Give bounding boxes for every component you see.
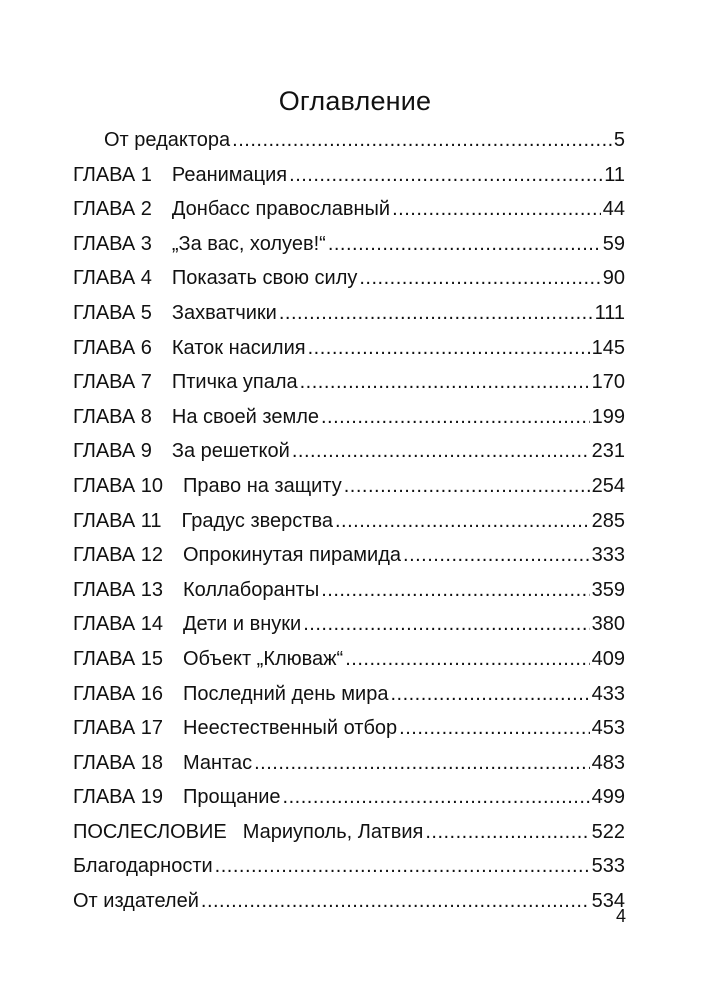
entry-page: 44: [602, 198, 625, 221]
dot-leader: [254, 746, 590, 781]
dot-leader: [279, 296, 593, 331]
toc-entry-acknowledgements[interactable]: [73, 849, 625, 884]
entry-page: 5: [613, 129, 625, 151]
entry-title: От редактора: [104, 129, 231, 151]
toc-entry-chapter-5[interactable]: [73, 296, 625, 331]
entry-title: Дети и внуки: [183, 613, 302, 636]
entry-label: ГЛАВА 19: [73, 786, 163, 809]
entry-label: ГЛАВА 17: [73, 717, 163, 740]
entry-title: За решеткой: [171, 440, 290, 463]
entry-page: 199: [591, 405, 625, 428]
entry-label: ГЛАВА 10: [73, 474, 163, 497]
toc-entry-editor[interactable]: [73, 123, 625, 158]
entry-title: Градус зверства: [181, 509, 333, 532]
entry-page: 533: [591, 855, 625, 878]
entry-label: ПОСЛЕСЛОВИЕ: [73, 820, 227, 843]
entry-title: Мантас: [183, 751, 253, 774]
entry-page: 433: [591, 682, 625, 705]
dot-leader: [390, 677, 589, 712]
toc-entry-chapter-3[interactable]: [73, 227, 625, 262]
entry-label: ГЛАВА 1: [73, 163, 152, 186]
toc-entry-chapter-2[interactable]: [73, 192, 625, 227]
toc-entry-chapter-19[interactable]: [73, 780, 625, 815]
entry-page: 499: [591, 786, 625, 809]
entry-title: Птичка упала: [171, 371, 298, 394]
entry-title: Мариуполь, Латвия: [242, 820, 424, 843]
entry-page: 534: [591, 890, 625, 913]
entry-label: ГЛАВА 18: [73, 751, 163, 774]
toc-entry-chapter-17[interactable]: [73, 711, 625, 746]
toc-entry-chapter-14[interactable]: [73, 607, 625, 642]
entry-title: Опрокинутая пирамида: [183, 544, 402, 567]
dot-leader: [392, 192, 601, 227]
toc-entry-chapter-10[interactable]: [73, 469, 625, 504]
entry-label: ГЛАВА 8: [73, 405, 152, 428]
entry-label: ГЛАВА 2: [73, 198, 152, 221]
dot-leader: [215, 849, 590, 884]
entry-page: 333: [591, 544, 625, 567]
entry-label: ГЛАВА 3: [73, 232, 152, 255]
table-of-contents: [73, 123, 625, 919]
toc-entry-chapter-13[interactable]: [73, 573, 625, 608]
dot-leader: [359, 261, 600, 296]
entry-label: ГЛАВА 13: [73, 578, 163, 601]
toc-entry-chapter-15[interactable]: [73, 642, 625, 677]
toc-entry-chapter-16[interactable]: [73, 677, 625, 712]
entry-label: ГЛАВА 15: [73, 647, 163, 670]
entry-page: 59: [602, 232, 625, 255]
dot-leader: [232, 123, 612, 158]
entry-title: Неестественный отбор: [183, 717, 398, 740]
entry-page: 254: [591, 474, 625, 497]
entry-label: ГЛАВА 9: [73, 440, 152, 463]
entry-page: 11: [604, 163, 625, 186]
entry-page: 145: [591, 336, 625, 359]
entry-title: Донбасс православный: [171, 198, 391, 221]
page-title: Оглавление: [278, 86, 432, 116]
entry-page: 285: [591, 509, 625, 532]
dot-leader: [303, 607, 589, 642]
entry-page: 453: [591, 717, 625, 740]
entry-page: 90: [602, 267, 625, 290]
page-number: 4: [615, 906, 626, 926]
entry-title: Прощание: [183, 786, 281, 809]
entry-page: 409: [591, 647, 625, 670]
toc-entry-chapter-8[interactable]: [73, 400, 625, 435]
entry-page: 170: [591, 371, 625, 394]
entry-title: Коллаборанты: [183, 578, 320, 601]
dot-leader: [308, 331, 590, 366]
dot-leader: [335, 504, 590, 539]
dot-leader: [289, 158, 602, 193]
dot-leader: [201, 884, 590, 919]
entry-page: 231: [591, 440, 625, 463]
entry-page: 483: [591, 751, 625, 774]
entry-label: ГЛАВА 5: [73, 301, 152, 324]
toc-entry-chapter-12[interactable]: [73, 538, 625, 573]
entry-label: ГЛАВА 12: [73, 544, 163, 567]
entry-title: Реанимация: [171, 163, 288, 186]
dot-leader: [399, 711, 589, 746]
entry-page: 111: [594, 301, 625, 324]
entry-title: Захватчики: [171, 301, 277, 324]
entry-title: Каток насилия: [171, 336, 306, 359]
dot-leader: [425, 815, 589, 850]
dot-leader: [292, 434, 590, 469]
dot-leader: [321, 573, 589, 608]
toc-entry-chapter-11[interactable]: [73, 504, 625, 539]
toc-entry-chapter-1[interactable]: [73, 158, 625, 193]
toc-entry-chapter-18[interactable]: [73, 746, 625, 781]
entry-title: „За вас, холуев!“: [171, 232, 326, 255]
entry-page: 380: [591, 613, 625, 636]
dot-leader: [328, 227, 601, 262]
toc-entry-chapter-9[interactable]: [73, 434, 625, 469]
entry-title: От издателей: [73, 890, 199, 913]
entry-title: Последний день мира: [183, 682, 389, 705]
dot-leader: [344, 469, 590, 504]
entry-title: На своей земле: [171, 405, 319, 428]
entry-title: Объект „Клюваж“: [183, 647, 344, 670]
dot-leader: [283, 780, 590, 815]
entry-label: ГЛАВА 4: [73, 267, 152, 290]
entry-label: ГЛАВА 16: [73, 682, 163, 705]
entry-label: ГЛАВА 7: [73, 371, 152, 394]
dot-leader: [403, 538, 590, 573]
entry-label: ГЛАВА 11: [73, 509, 162, 532]
toc-entry-publishers[interactable]: [73, 884, 625, 919]
dot-leader: [300, 365, 590, 400]
toc-entry-chapter-7[interactable]: [73, 365, 625, 400]
entry-label: ГЛАВА 6: [73, 336, 152, 359]
entry-page: 359: [591, 578, 625, 601]
toc-entry-afterword[interactable]: [73, 815, 625, 850]
toc-entry-chapter-4[interactable]: [73, 261, 625, 296]
dot-leader: [321, 400, 590, 435]
entry-page: 522: [591, 820, 625, 843]
entry-title: Благодарности: [73, 855, 213, 878]
dot-leader: [345, 642, 589, 677]
toc-entry-chapter-6[interactable]: [73, 331, 625, 366]
entry-title: Показать свою силу: [171, 267, 358, 290]
entry-title: Право на защиту: [183, 474, 342, 497]
entry-label: ГЛАВА 14: [73, 613, 163, 636]
